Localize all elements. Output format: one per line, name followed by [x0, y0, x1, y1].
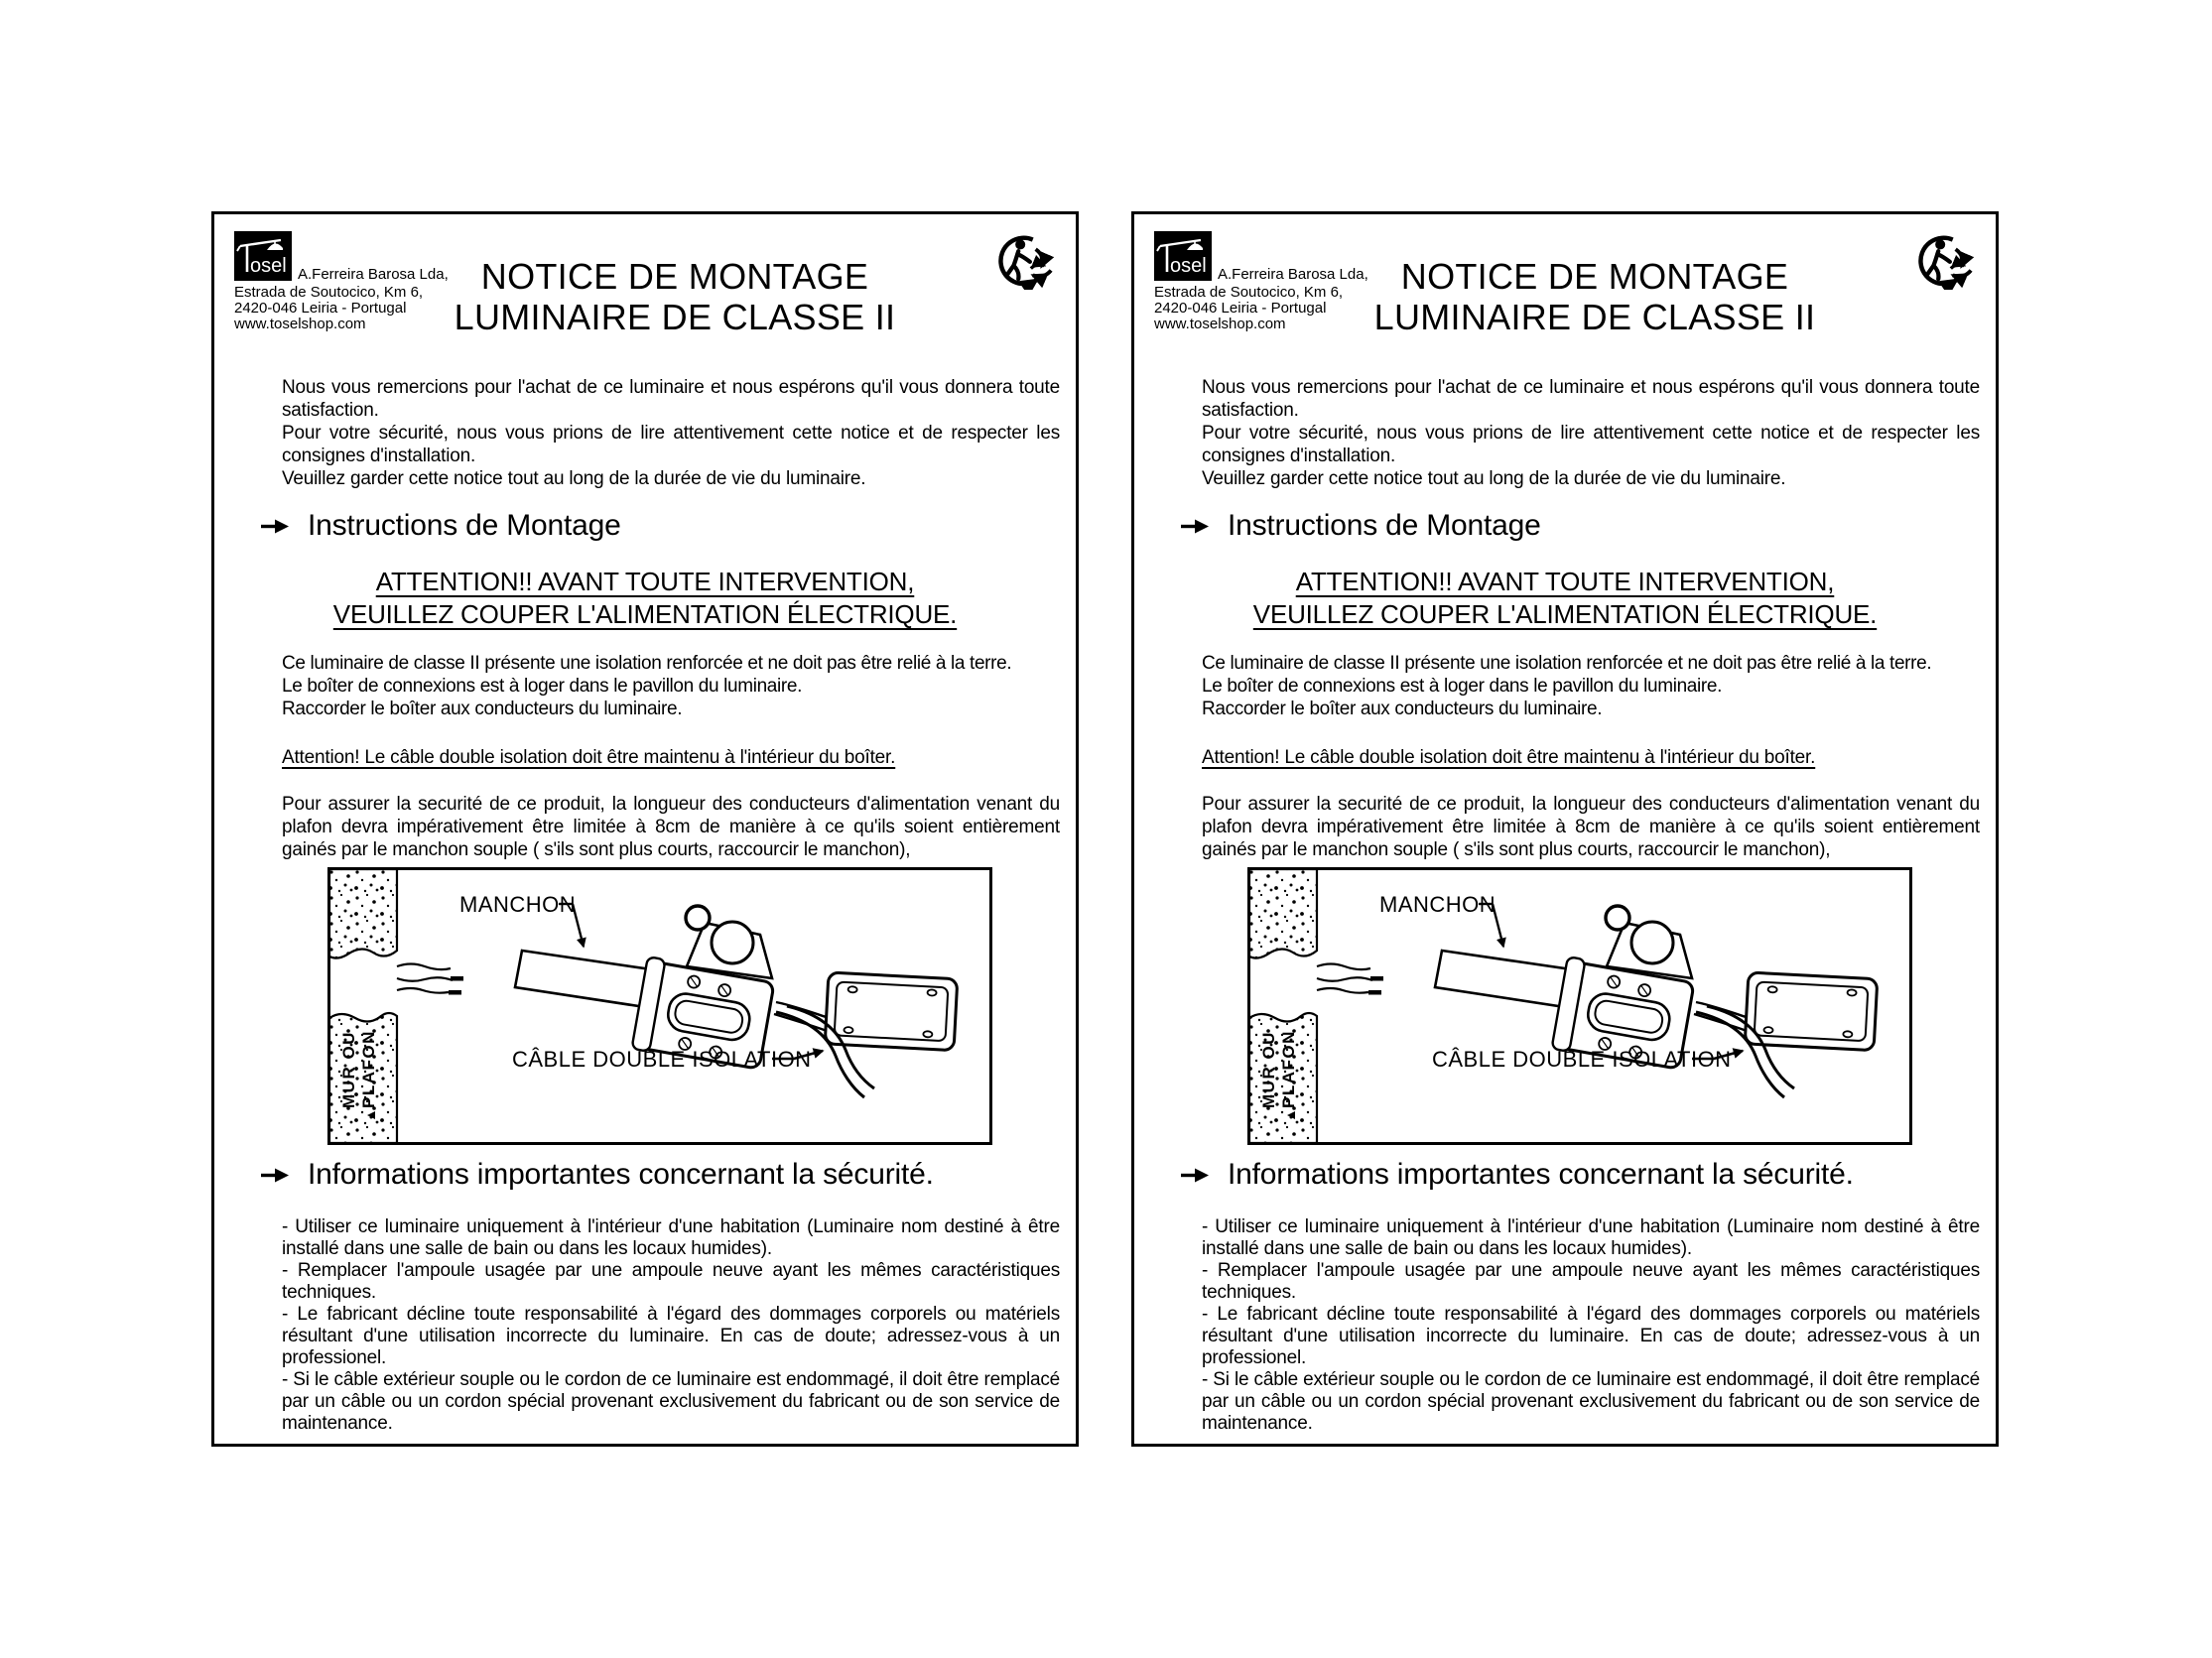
- cable-label: CÂBLE DOUBLE ISOLATION: [1432, 1047, 1732, 1072]
- intro-paragraph-1: Nous vous remercions pour l'achat de ce luminaire et nous espérons qu'il vous donnera toute satisfaction.: [282, 377, 1060, 421]
- address-line-2: 2420-046 Leiria - Portugal: [234, 300, 407, 317]
- cable-attention-note: Attention! Le câble double isolation doit être maintenu à l'intérieur du boîter.: [282, 747, 896, 768]
- cable-attention-note: Attention! Le câble double isolation doit être maintenu à l'intérieur du boîter.: [1202, 747, 1816, 768]
- intro-paragraph-2: Pour votre sécurité, nous vous prions de lire attentivement cette notice et de respecter les consignes d'installation.: [282, 423, 1060, 466]
- class2-line-1: Ce luminaire de classe II présente une isolation renforcée et ne doit pas être relié à la terre.: [1202, 653, 1932, 674]
- safety-item: - Utiliser ce luminaire uniquement à l'intérieur d'une habitation (Luminaire nom destiné à être installé dans une salle de bain ou dans les locaux humides).: [1202, 1216, 1980, 1259]
- cover-plate: [825, 972, 958, 1051]
- conductor-length-note: Pour assurer la securité de ce produit, la longueur des conducteurs d'alimentation venant du plafon devra impérativement être limitée à 8cm de manière à ce qu'ils soient entièrement gainés par le manchon souple ( s'ils sont plus courts, raccourcir le manchon),: [1202, 794, 1980, 860]
- title-line-1: NOTICE DE MONTAGE: [1400, 256, 1789, 297]
- montage-heading: [1180, 509, 1541, 543]
- class2-line-2: Le boîter de connexions est à loger dans le pavillon du luminaire.: [1202, 676, 1723, 697]
- safety-heading: [260, 1158, 934, 1192]
- safety-item: - Si le câble extérieur souple ou le cordon de ce luminaire est endommagé, il doit être remplacé par un câble ou un cordon spécial provenant exclusivement du fabricant ou de son service de maintenance.: [282, 1369, 1060, 1434]
- class2-paragraphs: [1202, 652, 1980, 720]
- intro-paragraph-1: Nous vous remercions pour l'achat de ce luminaire et nous espérons qu'il vous donnera toute satisfaction.: [1202, 377, 1980, 421]
- title-line-2: LUMINAIRE DE CLASSE II: [1373, 297, 1816, 337]
- triman-recycling-icon: [996, 222, 1054, 290]
- company-name: A.Ferreira Barosa Lda,: [1218, 266, 1368, 283]
- class2-line-1: Ce luminaire de classe II présente une isolation renforcée et ne doit pas être relié à la terre.: [282, 653, 1012, 674]
- power-warning: [1134, 566, 1996, 631]
- cable-label: CÂBLE DOUBLE ISOLATION: [512, 1047, 812, 1072]
- safety-item: - Remplacer l'ampoule usagée par une ampoule neuve ayant les mêmes caractéristiques techniques.: [1202, 1260, 1980, 1303]
- wall-upper: [1249, 869, 1317, 958]
- page-title: [1134, 256, 1996, 337]
- notice-page: [211, 211, 1079, 1447]
- installation-diagram: [1247, 867, 1912, 1145]
- big-ring: [712, 922, 753, 963]
- class2-line-3: Raccorder le boîter aux conducteurs du luminaire.: [282, 699, 683, 719]
- wall-label: [339, 1030, 378, 1119]
- wall-label-line-1: MUR OU: [339, 1031, 358, 1108]
- triman-recycling-icon: [1916, 222, 1974, 290]
- safety-list: [1202, 1216, 1980, 1435]
- power-warning-line-2: VEUILLEZ COUPER L'ALIMENTATION ÉLECTRIQUE.: [332, 599, 958, 629]
- manchon-label: MANCHON: [1379, 892, 1496, 917]
- small-ring: [686, 906, 710, 930]
- logo-text: osel: [250, 255, 287, 277]
- safety-list: [282, 1216, 1060, 1435]
- title-line-1: NOTICE DE MONTAGE: [480, 256, 869, 297]
- cover-plate: [1745, 972, 1878, 1051]
- montage-heading-label: Instructions de Montage: [1228, 509, 1541, 542]
- manchon-label: MANCHON: [459, 892, 577, 917]
- address-line-1: Estrada de Soutocico, Km 6,: [234, 284, 424, 301]
- logo-text: osel: [1170, 255, 1207, 277]
- power-warning-line-1: ATTENTION!! AVANT TOUTE INTERVENTION,: [375, 567, 915, 596]
- title-line-2: LUMINAIRE DE CLASSE II: [454, 297, 896, 337]
- class2-line-3: Raccorder le boîter aux conducteurs du luminaire.: [1202, 699, 1603, 719]
- arrow-bullet-icon: [1180, 1167, 1210, 1184]
- intro-paragraph-3: Veuillez garder cette notice tout au long de la durée de vie du luminaire.: [1202, 468, 1786, 489]
- intro-paragraphs: [282, 376, 1060, 490]
- arrow-bullet-icon: [260, 1167, 290, 1184]
- company-website: www.toselshop.com: [234, 316, 366, 332]
- big-ring: [1631, 922, 1673, 963]
- power-warning-line-2: VEUILLEZ COUPER L'ALIMENTATION ÉLECTRIQUE.: [1252, 599, 1878, 629]
- address-line-1: Estrada de Soutocico, Km 6,: [1154, 284, 1344, 301]
- power-warning-line-1: ATTENTION!! AVANT TOUTE INTERVENTION,: [1295, 567, 1835, 596]
- safety-item: - Le fabricant décline toute responsabilité à l'égard des dommages corporels ou matériels résultant d'une utilisation incorrecte du luminaire. En cas de doute; adressez-vous à un professionel.: [282, 1304, 1060, 1368]
- safety-item: - Si le câble extérieur souple ou le cordon de ce luminaire est endommagé, il doit être remplacé par un câble ou un cordon spécial provenant exclusivement du fabricant ou de son service de maintenance.: [1202, 1369, 1980, 1434]
- intro-paragraph-2: Pour votre sécurité, nous vous prions de lire attentivement cette notice et de respecter les consignes d'installation.: [1202, 423, 1980, 466]
- page-title: [214, 256, 1076, 337]
- safety-item: - Le fabricant décline toute responsabilité à l'égard des dommages corporels ou matériels résultant d'une utilisation incorrecte du luminaire. En cas de doute; adressez-vous à un professionel.: [1202, 1304, 1980, 1368]
- safety-heading-label: Informations importantes concernant la sécurité.: [1228, 1158, 1854, 1191]
- intro-paragraphs: [1202, 376, 1980, 490]
- company-name: A.Ferreira Barosa Lda,: [298, 266, 449, 283]
- class2-line-2: Le boîter de connexions est à loger dans le pavillon du luminaire.: [282, 676, 803, 697]
- montage-heading: [260, 509, 621, 543]
- company-website: www.toselshop.com: [1154, 316, 1286, 332]
- address-line-2: 2420-046 Leiria - Portugal: [1154, 300, 1327, 317]
- installation-diagram: [327, 867, 992, 1145]
- power-warning: [214, 566, 1076, 631]
- conductor-length-note: Pour assurer la securité de ce produit, la longueur des conducteurs d'alimentation venant du plafon devra impérativement être limitée à 8cm de manière à ce qu'ils soient entièrement gainés par le manchon souple ( s'ils sont plus courts, raccourcir le manchon),: [282, 794, 1060, 860]
- wall-label-line-2: PLAFON: [359, 1030, 378, 1108]
- small-ring: [1606, 906, 1629, 930]
- wall-label-line-1: MUR OU: [1259, 1031, 1278, 1108]
- safety-heading: [1180, 1158, 1854, 1192]
- wall-label: [1259, 1030, 1298, 1119]
- montage-heading-label: Instructions de Montage: [308, 509, 621, 542]
- safety-heading-label: Informations importantes concernant la sécurité.: [308, 1158, 934, 1191]
- safety-item: - Remplacer l'ampoule usagée par une ampoule neuve ayant les mêmes caractéristiques techniques.: [282, 1260, 1060, 1303]
- arrow-bullet-icon: [1180, 518, 1210, 535]
- intro-paragraph-3: Veuillez garder cette notice tout au long de la durée de vie du luminaire.: [282, 468, 866, 489]
- wall-label-line-2: PLAFON: [1279, 1030, 1298, 1108]
- arrow-bullet-icon: [260, 518, 290, 535]
- class2-paragraphs: [282, 652, 1060, 720]
- safety-item: - Utiliser ce luminaire uniquement à l'intérieur d'une habitation (Luminaire nom destiné à être installé dans une salle de bain ou dans les locaux humides).: [282, 1216, 1060, 1259]
- notice-page-copy: [1131, 211, 1999, 1447]
- wall-upper: [329, 869, 397, 958]
